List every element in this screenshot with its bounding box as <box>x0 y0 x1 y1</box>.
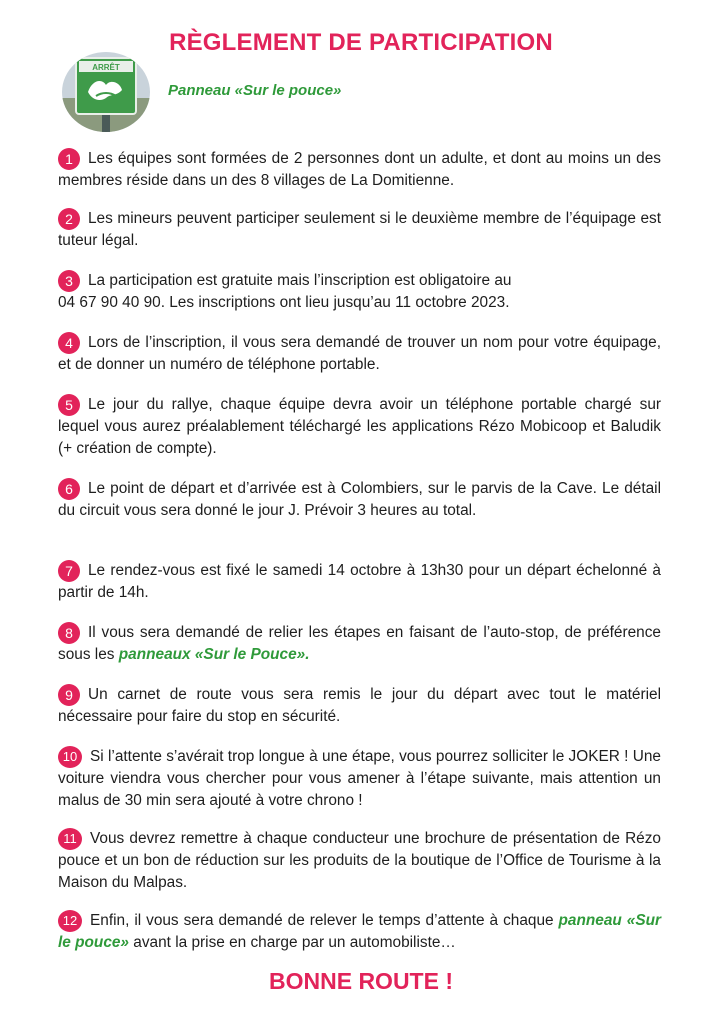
rule-item <box>58 684 661 728</box>
rule-number: 12 <box>58 910 82 932</box>
rule-highlight: panneaux «Sur le Pouce». <box>118 646 310 663</box>
page-title: RÈGLEMENT DE PARTICIPATION <box>169 29 553 56</box>
rule-text: Le jour du rallye, chaque équipe devra avoir un téléphone portable chargé sur lequel vous aurez préalablement téléchargé les applications Rézo Mobicoop et Baludik (+ création de compte). <box>58 396 661 457</box>
rule-text: Si l’attente s’avérait trop longue à une étape, vous pourrez solliciter le JOKER ! Une voiture viendra vous chercher pour vous amener à l’étape suivante, mais attention un malus de 30 min sera ajouté à votre chrono ! <box>58 748 661 809</box>
rule-text: Le rendez-vous est fixé le samedi 14 octobre à 13h30 pour un départ échelonné à partir de 14h. <box>58 562 661 601</box>
rule-item <box>58 828 661 894</box>
rule-number: 3 <box>58 270 80 292</box>
rule-highlight: panneau «Sur le pouce» <box>58 912 661 951</box>
rule-text: Un carnet de route vous sera remis le jour du départ avec tout le matériel nécessaire pour faire du stop en sécurité. <box>58 686 661 725</box>
rule-item <box>58 148 661 192</box>
rule-item <box>58 560 661 604</box>
rule-item <box>58 208 661 252</box>
rule-item <box>58 910 661 954</box>
road-sign-photo <box>62 52 150 132</box>
rule-number: 11 <box>58 828 82 850</box>
rule-number: 6 <box>58 478 80 500</box>
rule-number: 9 <box>58 684 80 706</box>
rule-item <box>58 332 661 376</box>
rule-number: 1 <box>58 148 80 170</box>
rule-text: Vous devrez remettre à chaque conducteur une brochure de présentation de Rézo pouce et un bon de réduction sur les produits de la boutique de l’Office de Tourisme à la Maison du Malpas. <box>58 830 661 891</box>
subtitle: Panneau «Sur le pouce» <box>168 82 342 99</box>
rule-text: Enfin, il vous sera demandé de relever le temps d’attente à chaque <box>90 912 554 929</box>
rule-item <box>58 478 661 522</box>
rule-number: 8 <box>58 622 80 644</box>
rule-text: La participation est gratuite mais l’inscription est obligatoire au <box>88 272 512 289</box>
rule-text: Il vous sera demandé de relier les étapes en faisant de l’auto-stop, de préférence sous les <box>58 624 661 663</box>
closing-message: BONNE ROUTE ! <box>269 968 453 994</box>
rule-text: Le point de départ et d’arrivée est à Colombiers, sur le parvis de la Cave. Le détail du circuit vous sera donné le jour J. Prévoir 3 heures au total. <box>58 480 661 519</box>
rule-number: 4 <box>58 332 80 354</box>
rule-text-continued: 04 67 90 40 90. Les inscriptions ont lieu jusqu’au 11 octobre 2023. <box>58 294 510 311</box>
rule-number: 10 <box>58 746 82 768</box>
rule-text: Lors de l’inscription, il vous sera demandé de trouver un nom pour votre équipage, et de donner un numéro de téléphone portable. <box>58 334 661 373</box>
svg-text:ARRÊT: ARRÊT <box>92 63 120 72</box>
rule-text: Les mineurs peuvent participer seulement si le deuxième membre de l’équipage est tuteur légal. <box>58 210 661 249</box>
rule-item <box>58 270 661 314</box>
rule-item <box>58 746 661 812</box>
rule-item <box>58 394 661 460</box>
rule-number: 7 <box>58 560 80 582</box>
rule-number: 5 <box>58 394 80 416</box>
rule-text: Les équipes sont formées de 2 personnes dont un adulte, et dont au moins un des membres réside dans un des 8 villages de La Domitienne. <box>58 150 661 189</box>
rule-text-after: avant la prise en charge par un automobiliste… <box>133 934 456 951</box>
rule-number: 2 <box>58 208 80 230</box>
rule-item <box>58 622 661 666</box>
